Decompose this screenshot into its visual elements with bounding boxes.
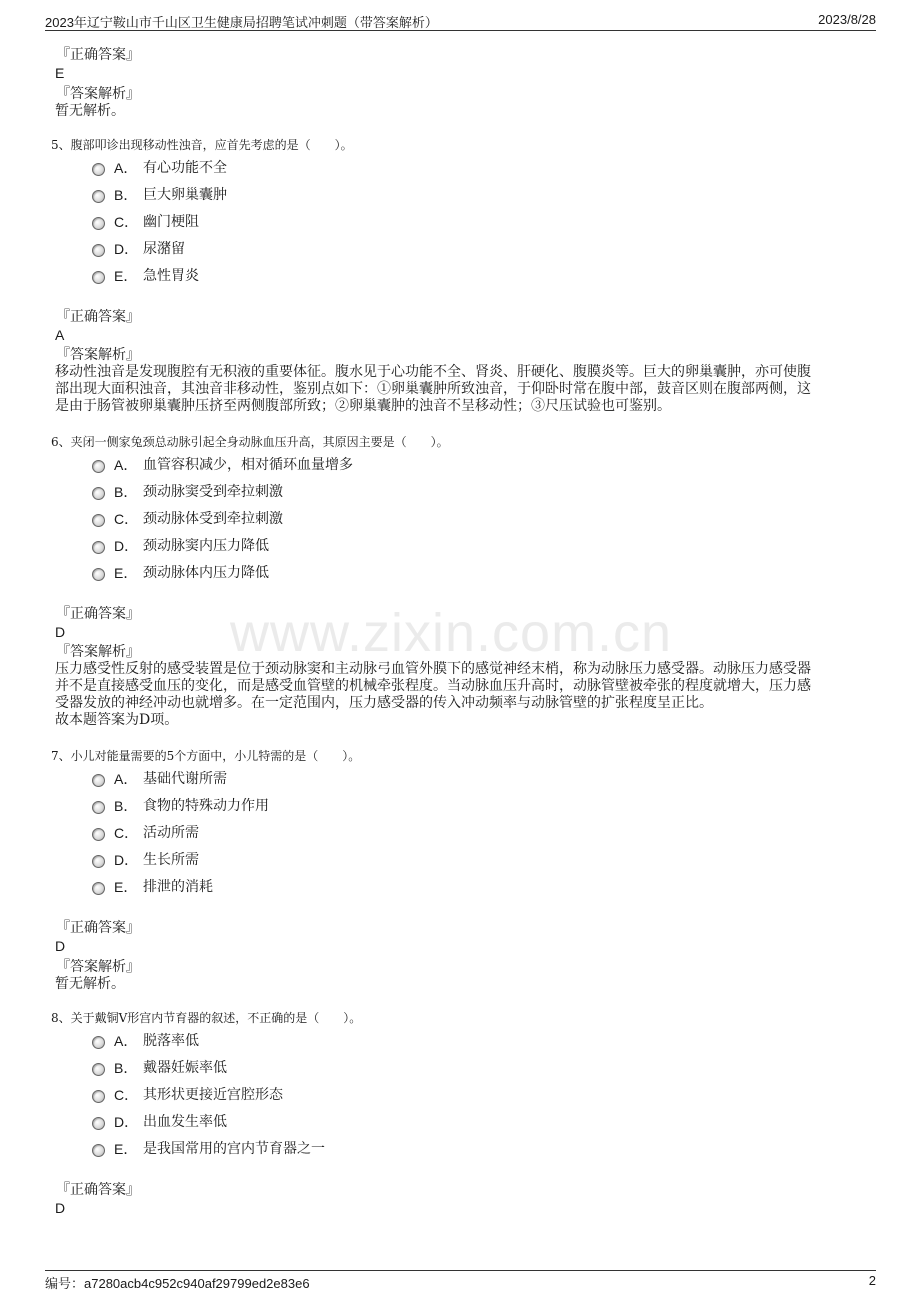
answer-label: 『正确答案』: [56, 47, 140, 63]
radio-button[interactable]: [92, 1117, 105, 1130]
radio-button[interactable]: [92, 1036, 105, 1049]
analysis-text: 移动性浊音是发现腹腔有无积液的重要体征。腹水见于心功能不全、肾炎、肝硬化、腹膜炎等。巨大的卵巢囊肿，亦可使腹 部出现大面积浊音，其浊音非移动性，鉴别点如下：①卵巢囊肿所致浊音，于仰卧时常在腹中部，鼓音区则在腹部两侧，这 是由于肠管被卵巢囊肿压挤至两侧腹部所致；②卵巢囊肿的浊音不呈移动性；③尺压试验也可鉴别。: [55, 364, 811, 414]
radio-button[interactable]: [92, 217, 105, 230]
analysis-label: 『答案解析』: [56, 86, 140, 102]
radio-button[interactable]: [92, 487, 105, 500]
radio-button[interactable]: [92, 568, 105, 581]
radio-button[interactable]: [92, 855, 105, 868]
answer-value: E: [55, 65, 65, 81]
radio-button[interactable]: [92, 190, 105, 203]
radio-button[interactable]: [92, 271, 105, 284]
answer-value: D: [55, 1200, 66, 1216]
answer-label: 『正确答案』: [56, 606, 140, 622]
radio-button[interactable]: [92, 244, 105, 257]
answer-value: D: [55, 624, 66, 640]
radio-button[interactable]: [92, 1063, 105, 1076]
analysis-label: 『答案解析』: [56, 959, 140, 975]
question-text: 6、夹闭一侧家兔颈总动脉引起全身动脉血压升高，其原因主要是（ ）。: [51, 435, 449, 449]
radio-button[interactable]: [92, 1144, 105, 1157]
question-text: 8、关于戴铜V形宫内节育器的叙述，不正确的是（ ）。: [51, 1011, 362, 1025]
answer-value: D: [55, 938, 66, 954]
radio-button[interactable]: [92, 541, 105, 554]
radio-button[interactable]: [92, 514, 105, 527]
document-title: 2023年辽宁鞍山市千山区卫生健康局招聘笔试冲刺题（带答案解析）: [45, 15, 438, 30]
analysis-text: 压力感受性反射的感受装置是位于颈动脉窦和主动脉弓血管外膜下的感觉神经末梢，称为动脉压力感受器。动脉压力感受器 并不是直接感受血压的变化，而是感受血管壁的机械牵张程度。当动脉血压升高时，动脉管壁被牵张的程度就增大，压力感 受器发放的神经冲动也就增多。在一定范围内，压力感受器的传入冲动频率与动脉管壁的扩张程度呈正比。 故本题答案为D项。: [55, 661, 811, 728]
document-date: 2023/8/28: [818, 12, 876, 27]
analysis-label: 『答案解析』: [56, 644, 140, 660]
answer-label: 『正确答案』: [56, 309, 140, 325]
analysis-label: 『答案解析』: [56, 347, 140, 363]
radio-button[interactable]: [92, 1090, 105, 1103]
radio-button[interactable]: [92, 801, 105, 814]
page-footer: [45, 1270, 876, 1293]
document-code: 编号：a7280acb4c952c940af29799ed2e83e6: [45, 1276, 310, 1291]
radio-button[interactable]: [92, 882, 105, 895]
answer-value: A: [55, 327, 65, 343]
answer-label: 『正确答案』: [56, 1182, 140, 1198]
radio-button[interactable]: [92, 460, 105, 473]
radio-button[interactable]: [92, 774, 105, 787]
answer-label: 『正确答案』: [56, 920, 140, 936]
question-text: 5、腹部叩诊出现移动性浊音，应首先考虑的是（ ）。: [51, 138, 353, 152]
radio-button[interactable]: [92, 828, 105, 841]
page-header: [45, 8, 876, 31]
analysis-text: 暂无解析。: [55, 103, 125, 119]
question-text: 7、小儿对能量需要的5个方面中，小儿特需的是（ ）。: [51, 749, 361, 763]
watermark: www.zixin.com.cn: [230, 603, 673, 663]
page-number: 2: [868, 1273, 876, 1288]
analysis-text: 暂无解析。: [55, 976, 125, 992]
radio-button[interactable]: [92, 163, 105, 176]
